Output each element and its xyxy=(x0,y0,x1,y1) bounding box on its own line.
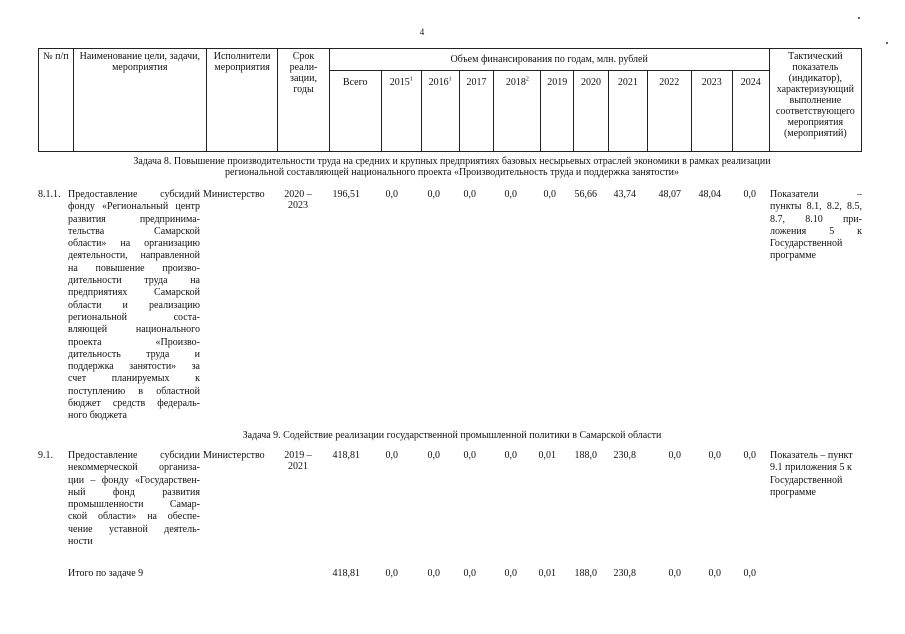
value-cell: 0,0 xyxy=(427,189,440,200)
value-cell: 0,0 xyxy=(543,189,556,200)
header-year: 2016$^1$ xyxy=(421,71,459,152)
row-number: 8.1.1. xyxy=(38,189,61,200)
value-cell: 0,01 xyxy=(538,450,556,461)
value-cell: 0,0 xyxy=(463,568,476,579)
row91-term: 2019 – 2021 xyxy=(284,450,312,472)
value-cell: 48,04 xyxy=(698,189,721,200)
value-cell: 230,8 xyxy=(613,450,636,461)
task8-title xyxy=(38,156,866,178)
page-number: 4 xyxy=(419,27,425,37)
task9-title: Задача 9. Содействие реализации государственной промышленной политики в Самарской области xyxy=(242,430,662,441)
value-cell: 188,0 xyxy=(574,568,597,579)
value-cell: 0,0 xyxy=(743,189,756,200)
row811-executor: Министерство xyxy=(203,189,265,200)
value-cell: 0,0 xyxy=(504,568,517,579)
value-cell: 188,0 xyxy=(574,450,597,461)
value-cell: 0,0 xyxy=(708,450,721,461)
value-cell: 0,0 xyxy=(504,189,517,200)
value-total: 196,51 xyxy=(332,189,360,200)
value-cell: 0,0 xyxy=(708,568,721,579)
header-year: 2021 xyxy=(608,71,647,152)
value-cell: 0,0 xyxy=(504,450,517,461)
row811-description: Предоставление субсидий фонду «Региональный центр развития предпринима- тельства Самарской области» на организацию деятельности, направленной на повышение произво- дительности труда на предприятиях Самарской области и реализацию региональной соста- вляющей национального проекта «Произво- дительность труда и поддержка занятости» за счет планируемых к поступлению в областной бюджет средств федераль- ного бюджета xyxy=(68,189,200,422)
header-year: 2019 xyxy=(541,71,574,152)
header-year: 2015$^1$ xyxy=(381,71,421,152)
row91-indicator: Показатель – пункт 9.1 приложения 5 к Государственной программе xyxy=(770,450,853,498)
value-cell: 0,01 xyxy=(538,568,556,579)
row91-executor: Министерство xyxy=(203,450,265,461)
row91-description: Предоставление субсидии некоммерческой организа- ции – фонду «Государствен- ный фонд развития промышленности Самар- ской области» на обеспе- чение уставной деятель- ности xyxy=(68,450,200,548)
value-cell: 56,66 xyxy=(574,189,597,200)
value-cell: 0,0 xyxy=(743,450,756,461)
header-year: 2020 xyxy=(574,71,609,152)
total9-label: Итого по задаче 9 xyxy=(68,568,144,579)
value-total: 418,81 xyxy=(332,568,360,579)
table-header xyxy=(38,48,862,152)
value-cell: 0,0 xyxy=(385,450,398,461)
task8-title-line2: региональной составляющей национального проекта «Производительность труда и поддержка занятости» xyxy=(225,167,679,178)
row-number: 9.1. xyxy=(38,450,53,461)
scan-speck xyxy=(886,42,888,44)
header-funding: Объем финансирования по годам, млн. рублей xyxy=(329,49,769,71)
header-num: № п/п xyxy=(39,49,74,152)
task8-title-line1: Задача 8. Повышение производительности труда на средних и крупных предприятиях базовых несырьевых отраслей экономики в рамках реализации xyxy=(133,156,771,167)
header-year: 2023 xyxy=(691,71,732,152)
header-year: 2024 xyxy=(732,71,769,152)
value-cell: 48,07 xyxy=(658,189,681,200)
header-name: Наименование цели, задачи, мероприятия xyxy=(73,49,206,152)
header-executors: Исполнители мероприятия xyxy=(206,49,278,152)
header-year: 2022 xyxy=(647,71,691,152)
value-cell: 0,0 xyxy=(385,189,398,200)
row811-term: 2020 – 2023 xyxy=(284,189,312,211)
total9-values xyxy=(0,568,905,580)
scan-speck xyxy=(858,17,860,19)
header-total: Всего xyxy=(329,71,381,152)
value-total: 418,81 xyxy=(332,450,360,461)
header-year: 2018$^2$ xyxy=(494,71,541,152)
value-cell: 0,0 xyxy=(385,568,398,579)
value-cell: 0,0 xyxy=(463,189,476,200)
value-cell: 0,0 xyxy=(463,450,476,461)
value-cell: 230,8 xyxy=(613,568,636,579)
header-indicator: Тактический показатель (индикатор), характеризующий выполнение соответствующего мероприятия (мероприятий) xyxy=(769,49,861,152)
row811-indicator: Показатели – пункты 8.1, 8.2, 8.5, 8.7, 8.10 при- ложения 5 к Государственной программе xyxy=(770,189,862,262)
header-term: Срок реали-зации, годы xyxy=(278,49,329,152)
value-cell: 43,74 xyxy=(613,189,636,200)
header-year: 2017 xyxy=(459,71,494,152)
value-cell: 0,0 xyxy=(427,568,440,579)
value-cell: 0,0 xyxy=(668,568,681,579)
value-cell: 0,0 xyxy=(427,450,440,461)
value-cell: 0,0 xyxy=(743,568,756,579)
value-cell: 0,0 xyxy=(668,450,681,461)
